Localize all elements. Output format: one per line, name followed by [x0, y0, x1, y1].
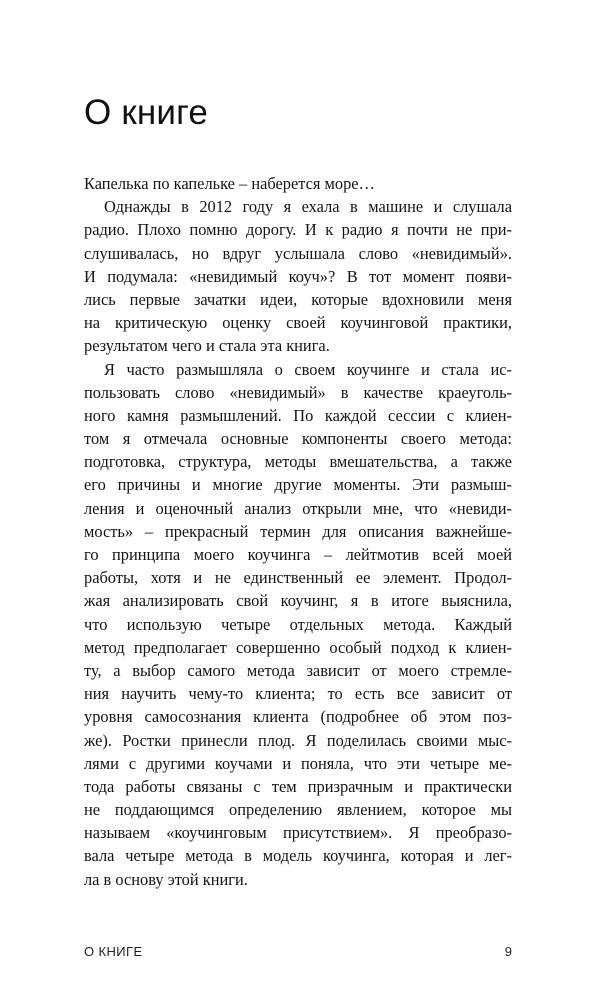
text-line: Я часто размышляла о своем коучинге и стала ис- — [104, 359, 512, 379]
text-line: на критическую оценку своей коучинговой практики, — [84, 313, 512, 333]
epigraph — [84, 172, 512, 195]
text-line: что использую четыре отдельных метода. Каждый — [84, 614, 512, 634]
page-number: 9 — [504, 944, 512, 959]
text-line: пользовать слово «невидимый» в качестве краеуголь- — [84, 382, 512, 402]
text-line: том я отмечала основные компоненты своего метода: — [84, 429, 512, 449]
text-line: ту, а выбор самого метода зависит от моего стремле- — [84, 660, 512, 680]
text-line: ла в основу этой книги. — [84, 869, 248, 889]
text-line: лись первые зачатки идеи, которые вдохновили меня — [84, 289, 512, 309]
text-line: не поддающимся определению явлением, которое мы — [84, 800, 512, 820]
running-head: О КНИГЕ — [84, 944, 143, 959]
text-line: называем «коучинговым присутствием». Я преобразо- — [84, 823, 512, 843]
page-footer — [84, 942, 512, 962]
body-text — [84, 172, 512, 891]
text-line: го принципа моего коучинга – лейтмотив всей моей — [84, 545, 512, 564]
text-line: работы, хотя и не единственный ее элемент. Продол- — [84, 568, 512, 588]
text-line: результатом чего и стала эта книга. — [84, 336, 330, 356]
text-line: подготовка, структура, методы вмешательства, а также — [84, 452, 512, 472]
paragraph-2 — [84, 358, 512, 891]
text-line: лями с другими коучами и поняла, что эти четыре ме- — [84, 753, 512, 773]
text-line: уровня самосознания клиента (подробнее об этом поз- — [84, 707, 512, 727]
chapter-title: О книге — [84, 93, 209, 132]
text-line: слушивалась, но вдруг услышала слово «невидимый». — [84, 243, 512, 263]
text-line: вала четыре метода в модель коучинга, которая и лег- — [84, 846, 512, 866]
text-line: тода работы связаны с тем призрачным и практически — [84, 776, 512, 796]
text-line: ния научить чему-то клиента; то есть все зависит от — [84, 684, 512, 704]
text-line: метод предполагает совершенно особый подход к клиен- — [84, 637, 512, 657]
text-line: же). Ростки принесли плод. Я поделилась своими мыс- — [84, 730, 512, 750]
text-line: ного камня размышлений. По каждой сессии с клиен- — [84, 405, 512, 425]
text-line: И подумала: «невидимый коуч»? В тот момент появи- — [84, 266, 512, 286]
text-line: жая анализировать свой коучинг, я в итоге выяснила, — [84, 591, 512, 611]
text-line: Капелька по капельке – наберется море… — [84, 174, 375, 193]
text-line: Однажды в 2012 году я ехала в машине и слушала — [104, 197, 512, 217]
paragraph-1 — [84, 195, 512, 357]
text-line: мость» – прекрасный термин для описания важнейше- — [84, 521, 512, 541]
text-line: радио. Плохо помню дорогу. И к радио я почти не при- — [84, 220, 512, 240]
text-line: его причины и многие другие моменты. Эти размыш- — [84, 475, 512, 495]
text-line: ления и оценочный анализ открыли мне, что «невиди- — [84, 498, 512, 518]
